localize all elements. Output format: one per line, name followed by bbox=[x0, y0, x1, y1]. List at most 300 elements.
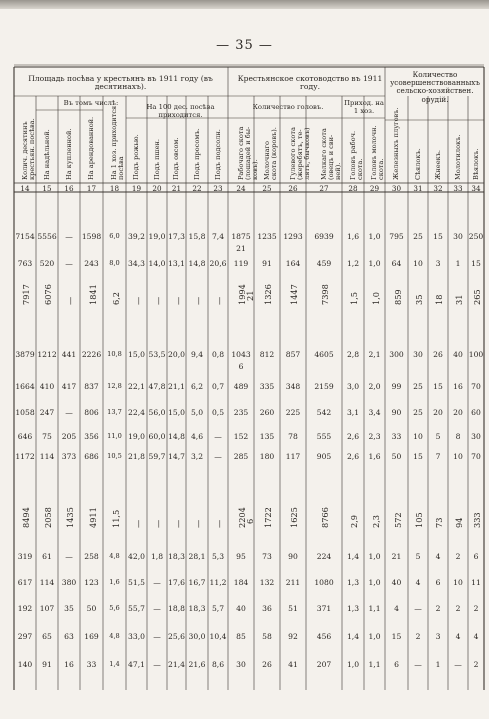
table-cell: 1841 bbox=[87, 284, 98, 305]
table-cell: 30 bbox=[413, 350, 423, 359]
table-cell: 3,2 bbox=[190, 452, 204, 461]
page-number: — 35 — bbox=[216, 38, 273, 53]
table-cell: 686 bbox=[84, 452, 99, 461]
table-cell: 1,2 bbox=[346, 259, 360, 268]
table-cell: 1625 bbox=[289, 507, 299, 528]
table-cell: 70 bbox=[471, 452, 481, 461]
table-cell: 7 bbox=[435, 452, 441, 461]
table-cell: 2 bbox=[473, 604, 479, 613]
table-cell: 555 bbox=[316, 432, 332, 441]
table-cell: 169 bbox=[84, 632, 99, 641]
table-cell: 2,8 bbox=[346, 350, 360, 359]
table-cell: 247 bbox=[39, 408, 55, 417]
column-number: 19 bbox=[131, 184, 142, 193]
table-cell: 15,0 bbox=[128, 350, 145, 359]
table-cell: 11 bbox=[471, 578, 481, 587]
cell-footnote-value: 6 bbox=[245, 518, 255, 524]
table-cell: 135 bbox=[259, 432, 275, 441]
column-label-17: На арендованной. bbox=[87, 116, 95, 180]
table-cell: 31 bbox=[454, 294, 464, 305]
column-number: 20 bbox=[152, 184, 162, 193]
table-cell: 152 bbox=[233, 432, 249, 441]
table-cell: — bbox=[65, 552, 73, 561]
table-cell: 90 bbox=[288, 552, 298, 561]
table-cell: 258 bbox=[84, 552, 99, 561]
table-cell: 4 bbox=[435, 552, 441, 561]
table-cell: 3,0 bbox=[346, 382, 360, 391]
table-cell: 90 bbox=[391, 408, 402, 417]
subheader-per-100: На 100 дес. посѣва приходится. bbox=[146, 103, 215, 119]
table-cell: 1043 bbox=[231, 350, 251, 359]
table-cell: — bbox=[65, 259, 73, 268]
table-cell: 3,4 bbox=[368, 408, 381, 417]
table-cell: 21 bbox=[391, 552, 402, 561]
table-cell: — bbox=[65, 232, 73, 241]
table-cell: — bbox=[214, 432, 222, 441]
table-cell: — bbox=[172, 296, 183, 305]
table-cell: 59,7 bbox=[148, 452, 166, 461]
table-cell: 1172 bbox=[15, 452, 35, 461]
table-cell: 380 bbox=[61, 578, 77, 587]
table-cell: 30 bbox=[453, 232, 463, 241]
table-cell: 21,1 bbox=[168, 382, 185, 391]
header-sown-area: Площадь посѣва у крестьянъ въ 1911 году (въ десятинахъ). bbox=[28, 74, 213, 92]
table-cell: 7,4 bbox=[211, 232, 225, 241]
table-cell: 250 bbox=[468, 232, 484, 241]
table-cell: 1435 bbox=[65, 507, 75, 528]
table-cell: 114 bbox=[39, 578, 55, 587]
table-cell: 1,8 bbox=[150, 552, 164, 561]
column-label-19: Подъ рожью. bbox=[132, 134, 140, 180]
table-cell: 837 bbox=[84, 382, 99, 391]
cell-footnote-value: 21 bbox=[245, 290, 255, 301]
table-cell: 22,1 bbox=[128, 382, 145, 391]
table-cell: — bbox=[414, 660, 422, 669]
table-cell: — bbox=[214, 296, 224, 305]
table-cell: 25 bbox=[413, 408, 423, 417]
column-label-26: Гулевого скота (жеребятъ, телятъ, бычковъ) bbox=[288, 127, 311, 180]
table-cell: 333 bbox=[472, 512, 482, 528]
table-cell: 1,1 bbox=[368, 604, 381, 613]
table-cell: 489 bbox=[233, 382, 249, 391]
column-label-31: Сѣялокъ. bbox=[413, 148, 422, 180]
table-cell: 3 bbox=[435, 632, 441, 641]
table-cell: 91 bbox=[262, 259, 272, 268]
table-cell: 1,0 bbox=[346, 660, 360, 669]
table-cell: 78 bbox=[288, 432, 298, 441]
table-cell: 25 bbox=[413, 382, 423, 391]
table-cell: — bbox=[153, 660, 161, 669]
subheader-head-count: Количество головъ. bbox=[252, 103, 324, 111]
table-cell: 16,7 bbox=[188, 578, 206, 587]
table-cell: 243 bbox=[84, 259, 99, 268]
table-cell: 47,1 bbox=[128, 660, 145, 669]
table-cell: 285 bbox=[233, 452, 249, 461]
column-label-27: Мелкаго скота (овецъ и свиней). bbox=[319, 128, 342, 180]
table-cell: 1,6 bbox=[346, 232, 360, 241]
table-cell: 319 bbox=[17, 552, 33, 561]
table-cell: 18,3 bbox=[188, 604, 206, 613]
table-cell: — bbox=[153, 604, 161, 613]
table-cell: 8494 bbox=[21, 507, 31, 528]
table-cell: 40 bbox=[453, 350, 463, 359]
column-number: 28 bbox=[348, 184, 358, 193]
table-cell: 18 bbox=[434, 294, 444, 305]
table-cell: 5 bbox=[415, 552, 421, 561]
table-cell: 10,5 bbox=[107, 452, 122, 460]
table-cell: 617 bbox=[17, 578, 33, 587]
table-cell: 53,5 bbox=[148, 350, 166, 359]
table-cell: 15 bbox=[391, 632, 402, 641]
table-cell: 1,3 bbox=[346, 578, 360, 587]
table-cell: 14,8 bbox=[168, 432, 185, 441]
table-cell: 50 bbox=[391, 452, 402, 461]
table-cell: 180 bbox=[259, 452, 275, 461]
table-cell: 15,0 bbox=[168, 408, 185, 417]
table-cell: 348 bbox=[285, 382, 301, 391]
table-cell: 410 bbox=[39, 382, 55, 391]
table-cell: — bbox=[193, 296, 203, 305]
table-cell: 22,4 bbox=[128, 408, 145, 417]
cell-footnote-value: 6 bbox=[238, 362, 244, 371]
column-label-22: Подъ просомъ. bbox=[192, 128, 201, 180]
table-cell: 40 bbox=[391, 578, 402, 587]
column-number: 21 bbox=[171, 184, 182, 193]
table-cell: 94 bbox=[454, 517, 464, 528]
column-number: 30 bbox=[391, 184, 402, 193]
column-number: 14 bbox=[20, 184, 30, 193]
table-cell: 4 bbox=[473, 632, 479, 641]
table-cell: 1,1 bbox=[368, 660, 381, 669]
table-cell: 1326 bbox=[263, 284, 273, 305]
table-cell: 42,0 bbox=[128, 552, 145, 561]
table-cell: 17,6 bbox=[168, 578, 185, 587]
table-cell: 297 bbox=[17, 632, 33, 641]
table-cell: 763 bbox=[17, 259, 33, 268]
table-cell: 17,3 bbox=[168, 232, 185, 241]
table-cell: 16 bbox=[453, 382, 463, 391]
table-cell: 806 bbox=[84, 408, 99, 417]
table-cell: 5,3 bbox=[211, 552, 225, 561]
table-cell: 4 bbox=[415, 578, 421, 587]
header-livestock: Крестьянское скотоводство въ 1911 году. bbox=[237, 74, 383, 92]
table-cell: 21,4 bbox=[168, 660, 185, 669]
table-cell: — bbox=[65, 296, 75, 305]
table-cell: 235 bbox=[233, 408, 249, 417]
table-cell: 211 bbox=[285, 578, 301, 587]
table-cell: — bbox=[214, 452, 222, 461]
table-cell: 132 bbox=[259, 578, 275, 587]
table-cell: 30 bbox=[471, 432, 481, 441]
table-cell: 40 bbox=[236, 604, 246, 613]
table-cell: 3 bbox=[435, 259, 441, 268]
table-cell: 373 bbox=[61, 452, 77, 461]
table-cell: 6,2 bbox=[190, 382, 204, 391]
table-cell: 3,1 bbox=[346, 408, 360, 417]
table-cell: — bbox=[132, 296, 143, 305]
table-cell: 2,9 bbox=[349, 514, 359, 528]
column-number: 15 bbox=[42, 184, 52, 193]
table-cell: 92 bbox=[288, 632, 298, 641]
table-cell: 2 bbox=[455, 552, 461, 561]
table-cell: 1058 bbox=[15, 408, 35, 417]
table-cell: 2 bbox=[435, 604, 441, 613]
table-cell: 114 bbox=[39, 452, 55, 461]
table-cell: 12,8 bbox=[107, 382, 122, 390]
table-cell: 55,7 bbox=[128, 604, 145, 613]
table-cell: 1994 bbox=[237, 284, 247, 305]
table-cell: 61 bbox=[42, 552, 52, 561]
table-cell: — bbox=[153, 296, 163, 305]
table-cell: 10 bbox=[413, 259, 423, 268]
table-cell: 4,8 bbox=[109, 632, 120, 640]
table-cell: 60 bbox=[471, 408, 481, 417]
table-cell: 2,3 bbox=[368, 432, 381, 441]
table-cell: 4,6 bbox=[190, 432, 204, 441]
table-cell: 6939 bbox=[314, 232, 334, 241]
table-cell: — bbox=[454, 660, 462, 669]
table-cell: 207 bbox=[316, 660, 332, 669]
table-cell: 21,8 bbox=[128, 452, 145, 461]
table-cell: 225 bbox=[285, 408, 301, 417]
table-cell: 91 bbox=[42, 660, 52, 669]
table-cell: 99 bbox=[391, 382, 402, 391]
table-cell: 10,8 bbox=[107, 350, 122, 358]
table-cell: 164 bbox=[285, 259, 301, 268]
table-cell: 857 bbox=[285, 350, 301, 359]
table-cell: 13,1 bbox=[168, 259, 185, 268]
column-label-25: Молочнаго скота (коровъ). bbox=[262, 127, 278, 180]
table-cell: 205 bbox=[61, 432, 77, 441]
table-cell: 335 bbox=[259, 382, 275, 391]
table-cell: 520 bbox=[39, 259, 55, 268]
column-label-33: Молотилокъ. bbox=[453, 134, 462, 180]
table-cell: — bbox=[414, 604, 422, 613]
column-label-16: На купленной. bbox=[64, 128, 73, 180]
table-cell: 2 bbox=[473, 660, 479, 669]
table-cell: 47,8 bbox=[148, 382, 166, 391]
table-cell: 33 bbox=[86, 660, 97, 669]
table-cell: 20 bbox=[433, 408, 443, 417]
table-cell: 1235 bbox=[257, 232, 277, 241]
column-number: 27 bbox=[319, 184, 329, 193]
table-cell: 4 bbox=[394, 604, 399, 613]
column-number: 26 bbox=[288, 184, 298, 193]
column-number: 22 bbox=[192, 184, 202, 193]
column-label-24: Рабочаго скота (лошадей и быковъ). bbox=[236, 126, 259, 180]
table-cell: — bbox=[193, 519, 203, 528]
table-cell: 2,3 bbox=[370, 514, 381, 528]
table-cell: 1 bbox=[455, 259, 461, 268]
table-cell: 14,0 bbox=[148, 259, 166, 268]
column-label-21: Подъ овсом. bbox=[172, 137, 180, 180]
column-number: 29 bbox=[369, 184, 380, 193]
table-cell: 26 bbox=[433, 350, 443, 359]
table-cell: 8,6 bbox=[211, 660, 225, 669]
table-cell: 8,0 bbox=[109, 259, 120, 267]
table-cell: 11,0 bbox=[107, 432, 122, 440]
table-cell: 7398 bbox=[320, 284, 330, 305]
table-cell: 58 bbox=[262, 632, 272, 641]
table-cell: 15,8 bbox=[188, 232, 206, 241]
table-cell: 41 bbox=[288, 660, 298, 669]
header-tools: Количество усовершенствованныхъ сельско-хозяйствен. орудій. bbox=[390, 70, 480, 104]
table-cell: 441 bbox=[61, 350, 77, 359]
table-cell: 0,5 bbox=[211, 408, 225, 417]
column-label-28: Головъ рабоч. скота. bbox=[348, 130, 364, 180]
table-cell: 119 bbox=[233, 259, 249, 268]
table-cell: 1,0 bbox=[368, 232, 381, 241]
table-cell: 2,6 bbox=[346, 452, 360, 461]
table-cell: 8 bbox=[455, 432, 461, 441]
table-cell: 50 bbox=[86, 604, 97, 613]
table-cell: 56,0 bbox=[148, 408, 166, 417]
column-label-20: Подъ пшен. bbox=[152, 139, 161, 180]
cell-footnote-value: 21 bbox=[236, 244, 246, 253]
table-cell: 4 bbox=[455, 632, 461, 641]
table-cell: 2 bbox=[415, 632, 421, 641]
table-cell: 19,0 bbox=[148, 232, 166, 241]
column-label-14: Колич. десятинъ крестьян. посѣва. bbox=[20, 118, 36, 180]
table-cell: 73 bbox=[262, 552, 272, 561]
table-cell: 1722 bbox=[263, 507, 273, 528]
table-cell: 15 bbox=[433, 232, 443, 241]
table-cell: 7917 bbox=[21, 284, 31, 305]
table-cell: 184 bbox=[233, 578, 249, 587]
table-cell: 51 bbox=[288, 604, 298, 613]
table-cell: 8766 bbox=[320, 507, 330, 528]
column-label-29: Головъ молочн. скота. bbox=[370, 125, 385, 180]
table-cell: — bbox=[153, 632, 161, 641]
table-cell: 105 bbox=[414, 512, 424, 528]
table-cell: 1212 bbox=[37, 350, 57, 359]
table-cell: 6 bbox=[435, 578, 441, 587]
table-cell: 1,5 bbox=[349, 291, 359, 305]
table-cell: 117 bbox=[285, 452, 301, 461]
column-number: 34 bbox=[471, 184, 481, 193]
table-cell: 6 bbox=[394, 660, 399, 669]
table-cell: 10 bbox=[413, 432, 423, 441]
table-cell: 65 bbox=[42, 632, 52, 641]
table-cell: — bbox=[153, 519, 163, 528]
table-cell: 25 bbox=[413, 232, 423, 241]
table-cell: 2 bbox=[455, 604, 461, 613]
table-cell: 542 bbox=[316, 408, 332, 417]
table-cell: 25,6 bbox=[168, 632, 185, 641]
table-cell: 1,6 bbox=[109, 578, 120, 586]
table-cell: 33 bbox=[391, 432, 402, 441]
table-cell: 19,0 bbox=[128, 432, 145, 441]
table-cell: 7154 bbox=[15, 232, 35, 241]
table-cell: 1293 bbox=[283, 232, 303, 241]
table-cell: 4,8 bbox=[109, 552, 120, 560]
subheader-per-farm: Приход. на 1 хоз. bbox=[344, 99, 384, 115]
table-cell: 63 bbox=[64, 632, 74, 641]
table-cell: 75 bbox=[42, 432, 52, 441]
column-label-32: Жнеекъ. bbox=[433, 149, 442, 180]
table-cell: 2,1 bbox=[368, 350, 381, 359]
table-cell: 300 bbox=[389, 350, 404, 359]
table-cell: 812 bbox=[259, 350, 275, 359]
table-cell: — bbox=[153, 578, 161, 587]
table-cell: 371 bbox=[316, 604, 332, 613]
column-number: 16 bbox=[64, 184, 74, 193]
table-cell: 6,0 bbox=[109, 232, 120, 240]
table-cell: 859 bbox=[392, 289, 403, 305]
table-cell: 456 bbox=[316, 632, 332, 641]
table-cell: 18,3 bbox=[168, 552, 185, 561]
table-cell: 646 bbox=[17, 432, 33, 441]
table-cell: 14,8 bbox=[188, 259, 206, 268]
table-cell: 1,0 bbox=[368, 552, 381, 561]
table-cell: 1,4 bbox=[346, 552, 360, 561]
table-cell: 4605 bbox=[314, 350, 334, 359]
table-cell: 20,0 bbox=[168, 350, 185, 359]
table-cell: 356 bbox=[84, 432, 99, 441]
column-label-23: Подъ подсолн. bbox=[213, 129, 222, 180]
table-cell: 15 bbox=[413, 452, 423, 461]
table-cell: 2,6 bbox=[346, 432, 360, 441]
table-cell: 0,7 bbox=[211, 382, 225, 391]
table-cell: 795 bbox=[389, 232, 404, 241]
table-cell: 265 bbox=[472, 289, 482, 305]
table-cell: 1598 bbox=[81, 232, 102, 241]
table-cell: 11,5 bbox=[110, 509, 121, 528]
column-number: 18 bbox=[109, 184, 120, 193]
table-cell: 10,4 bbox=[209, 632, 227, 641]
table-cell: — bbox=[132, 519, 143, 528]
table-cell: 1664 bbox=[15, 382, 35, 391]
table-cell: 1,3 bbox=[346, 604, 360, 613]
table-cell: — bbox=[65, 408, 73, 417]
table-cell: 417 bbox=[61, 382, 77, 391]
table-cell: 11,2 bbox=[209, 578, 227, 587]
table-cell: 60,0 bbox=[148, 432, 166, 441]
column-label-18: На 1 хоз. приходится посѣва bbox=[110, 105, 125, 180]
table-cell: 1,4 bbox=[109, 660, 120, 668]
table-cell: 30 bbox=[236, 660, 246, 669]
table-cell: 20,6 bbox=[209, 259, 227, 268]
table-cell: 34,3 bbox=[128, 259, 145, 268]
table-cell: 260 bbox=[259, 408, 275, 417]
table-cell: 2204 bbox=[237, 507, 247, 528]
table-cell: 3879 bbox=[15, 350, 35, 359]
table-cell: 5,7 bbox=[211, 604, 225, 613]
table-cell: 1,0 bbox=[368, 259, 381, 268]
table-cell: 35 bbox=[414, 294, 424, 305]
column-number: 23 bbox=[213, 184, 223, 193]
table-cell: 39,2 bbox=[128, 232, 145, 241]
table-cell: 13,7 bbox=[107, 408, 122, 416]
table-cell: 123 bbox=[84, 578, 99, 587]
table-cell: 0,8 bbox=[211, 350, 225, 359]
table-cell: 6076 bbox=[43, 284, 53, 305]
table-cell: 33,0 bbox=[128, 632, 145, 641]
table-cell: 5,6 bbox=[109, 604, 120, 612]
table-cell: 10 bbox=[453, 452, 463, 461]
table-cell: 107 bbox=[39, 604, 55, 613]
table-cell: 2226 bbox=[81, 350, 102, 359]
table-cell: 1,4 bbox=[346, 632, 360, 641]
table-cell: 14,7 bbox=[168, 452, 185, 461]
column-number: 33 bbox=[453, 184, 463, 193]
table-cell: 5 bbox=[435, 432, 441, 441]
table-cell: 1080 bbox=[314, 578, 334, 587]
table-cell: 2159 bbox=[314, 382, 334, 391]
table-cell: 140 bbox=[17, 660, 33, 669]
table-cell: 10 bbox=[453, 578, 463, 587]
table-cell: 15 bbox=[433, 382, 443, 391]
